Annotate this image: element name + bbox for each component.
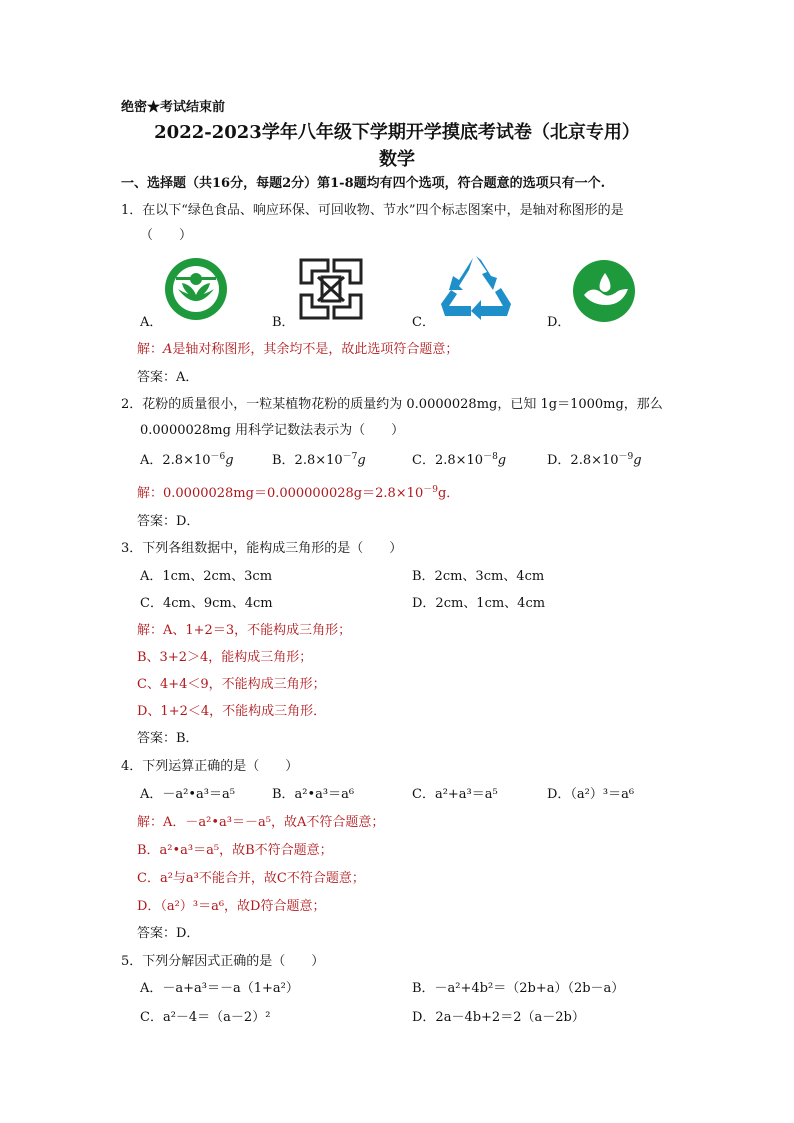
q3-stem: 3．下列各组数据中，能构成三角形的是（ ） — [121, 541, 403, 556]
q2-stem-line1: 2．花粉的质量很小，一粒某植物花粉的质量约为 0.0000028mg，已知 1g＝1000mg，那么 — [121, 397, 663, 412]
q4-option-a: A．－a²•a³＝a⁵ — [140, 787, 235, 802]
subject-title: 数学 — [379, 149, 415, 170]
q3-option-d: D．2cm、1cm、4cm — [412, 596, 546, 611]
q5-option-a: A．－a+a³＝－a（1+a²） — [140, 981, 299, 996]
q1-stem: 1．在以下“绿色食品、响应环保、可回收物、节水”四个标志图案中，是轴对称图形的是 — [121, 203, 624, 218]
q5-option-d: D．2a－4b+2＝2（a－2b） — [412, 1010, 585, 1025]
q2-answer: 答案：D． — [137, 514, 200, 529]
water-saving-logo-icon — [572, 259, 636, 323]
secret-label: 绝密★考试结束前 — [121, 100, 226, 115]
q4-answer: 答案：D． — [137, 926, 200, 941]
q2-option-b: B．$2.8\times 10^{-7}g$ — [272, 452, 366, 468]
q3-solution-4: D、1+2＜4，不能构成三角形． — [137, 704, 327, 719]
q2-option-a: A．$2.8\times 10^{-6}g$ — [140, 452, 234, 468]
q1-option-d: D． — [547, 315, 571, 330]
q3-option-a: A．1cm、2cm、3cm — [140, 569, 273, 584]
q1-solution: 解：A是轴对称图形，其余均不是，故此选项符合题意； — [137, 342, 459, 357]
q3-solution-1: 解：A、1+2＝3，不能构成三角形； — [137, 623, 352, 638]
q2-option-c: C．$2.8\times 10^{-8}g$ — [412, 452, 507, 468]
q5-option-c: C．a²－4＝（a－2）² — [140, 1010, 271, 1025]
q2-solution: 解：$0.0000028mg=0.000000028g=2.8\times 10^{-9}g$． — [137, 485, 460, 501]
q4-solution-4: D．（a²）³＝a⁶，故D符合题意； — [137, 899, 326, 914]
q1-option-c: C． — [412, 315, 435, 330]
q2-stem-line2: 0.0000028mg 用科学记数法表示为（ ） — [140, 423, 405, 438]
q5-stem: 5．下列分解因式正确的是（ ） — [121, 954, 325, 969]
q4-stem: 4．下列运算正确的是（ ） — [121, 759, 299, 774]
q3-option-b: B．2cm、3cm、4cm — [412, 569, 545, 584]
q4-solution-2: B．a²•a³＝a⁵，故B不符合题意； — [137, 843, 333, 858]
section-heading: 一、选择题（共16分，每题2分）第1-8题均有四个选项，符合题意的选项只有一个. — [121, 176, 606, 191]
q2-option-d: D．$2.8\times 10^{-9}g$ — [547, 452, 642, 468]
q4-solution-3: C．a²与a³不能合并，故C不符合题意； — [137, 871, 365, 886]
q3-answer: 答案：B． — [137, 731, 199, 746]
recycle-logo-icon — [437, 254, 515, 320]
q4-solution-1: 解：A．－a²•a³＝－a⁵，故A不符合题意； — [137, 815, 385, 830]
q1-option-b: B． — [272, 315, 295, 330]
q3-solution-3: C、4+4＜9，不能构成三角形； — [137, 677, 326, 692]
green-food-logo-icon — [164, 257, 228, 321]
q1-bracket: （ ） — [140, 228, 193, 243]
environment-logo-icon — [298, 257, 364, 321]
page-title: 2022-2023学年八年级下学期开学摸底考试卷（北京专用） — [154, 122, 640, 143]
q1-answer: 答案：A． — [137, 370, 199, 385]
q5-option-b: B．－a²+4b²＝（2b+a）（2b－a） — [412, 981, 625, 996]
q3-option-c: C．4cm、9cm、4cm — [140, 596, 273, 611]
q4-option-b: B．a²•a³＝a⁶ — [272, 787, 355, 802]
q4-option-c: C．a²+a³＝a⁵ — [412, 787, 498, 802]
q4-option-d: D．（a²）³＝a⁶ — [547, 787, 635, 802]
q1-option-a: A． — [140, 315, 163, 330]
q3-solution-2: B、3+2＞4，能构成三角形； — [137, 650, 313, 665]
